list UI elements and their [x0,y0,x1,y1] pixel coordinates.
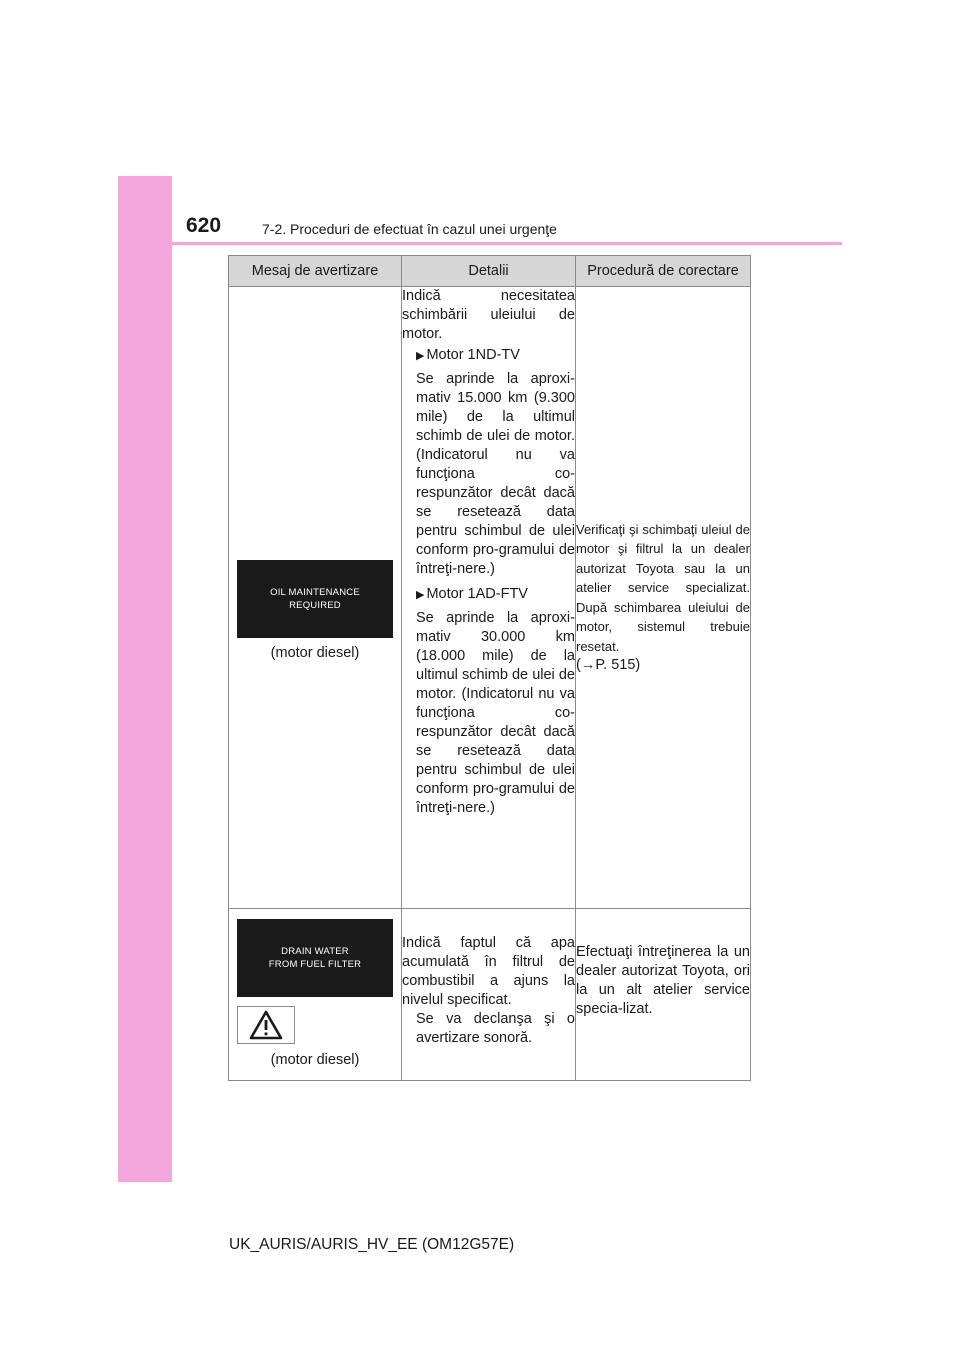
table-header-row [229,256,751,287]
column-header-procedure: Procedură de corectare [576,256,751,287]
table-row [229,909,751,1081]
details-cell [402,909,576,1081]
procedure-cell [576,909,751,1081]
variant-text-1: Se aprinde la aproxi-mativ 15.000 km (9.300 mile) de la ultimul schimb de ulei de motor. (Indicatorul nu va funcţiona co-respunzător decât dacă se resetează data pentru schimbul de ulei conform pro-gramului de întreţi-nere.) [416,371,575,577]
column-header-message: Mesaj de avertizare [229,256,402,287]
drain-water-display: DRAIN WATER FROM FUEL FILTER [237,919,393,997]
triangle-bullet-icon: ▶ [416,350,425,362]
warning-triangle-icon [237,1006,295,1044]
variant-text-2: Se aprinde la aproxi-mativ 30.000 km (18.000 mile) de la ultimul schimb de ulei de motor. (Indicatorul nu va funcţiona co-respunzător decât dacă se resetează data pentru schimbul de ulei conform pro-gramului de întreţi-nere.) [416,610,575,816]
details-cell [402,287,576,909]
procedure-text: Verificaţi şi schimbaţi uleiul de motor şi filtrul la un dealer autorizat Toyota sau la un atelier service specializat. După schimbarea uleiului de motor, sistemul trebuie resetat. [576,521,750,654]
details-sub-text: Se va declanşa şi o avertizare sonoră. [416,1011,575,1046]
message-cell [229,909,402,1081]
message-caption: (motor diesel) [270,1052,360,1068]
variant-label-1: ▶ Motor 1ND-TV [416,347,520,363]
chapter-sidebar-tab [118,176,172,1182]
column-header-details: Detalii [402,256,576,287]
message-cell [229,287,402,909]
oil-maintenance-display: OIL MAINTENANCE REQUIRED [237,560,393,638]
details-text: Indică faptul că apa acumulată în filtrul de combustibil a ajuns la nivelul specificat. [402,935,575,1008]
page-number: 620 [186,214,222,237]
procedure-cell [576,287,751,909]
message-caption: (motor diesel) [270,645,360,661]
table-row [229,287,751,909]
variant-label-2: ▶ Motor 1AD-FTV [416,586,528,602]
header-rule [118,242,842,245]
document-footer: UK_AURIS/AURIS_HV_EE (OM12G57E) [229,1236,515,1253]
section-title: 7-2. Proceduri de efectuat în cazul unei urgenţe [262,221,557,237]
procedure-reference: (→P. 515) [576,657,641,673]
triangle-bullet-icon: ▶ [416,589,425,601]
procedure-text: Efectuaţi întreţinerea la un dealer autorizat Toyota, ori la un alt atelier service specia-lizat. [576,944,750,1017]
details-intro: Indică necesitatea schimbării uleiului de motor. [402,288,575,342]
warning-message-table [228,255,751,1081]
